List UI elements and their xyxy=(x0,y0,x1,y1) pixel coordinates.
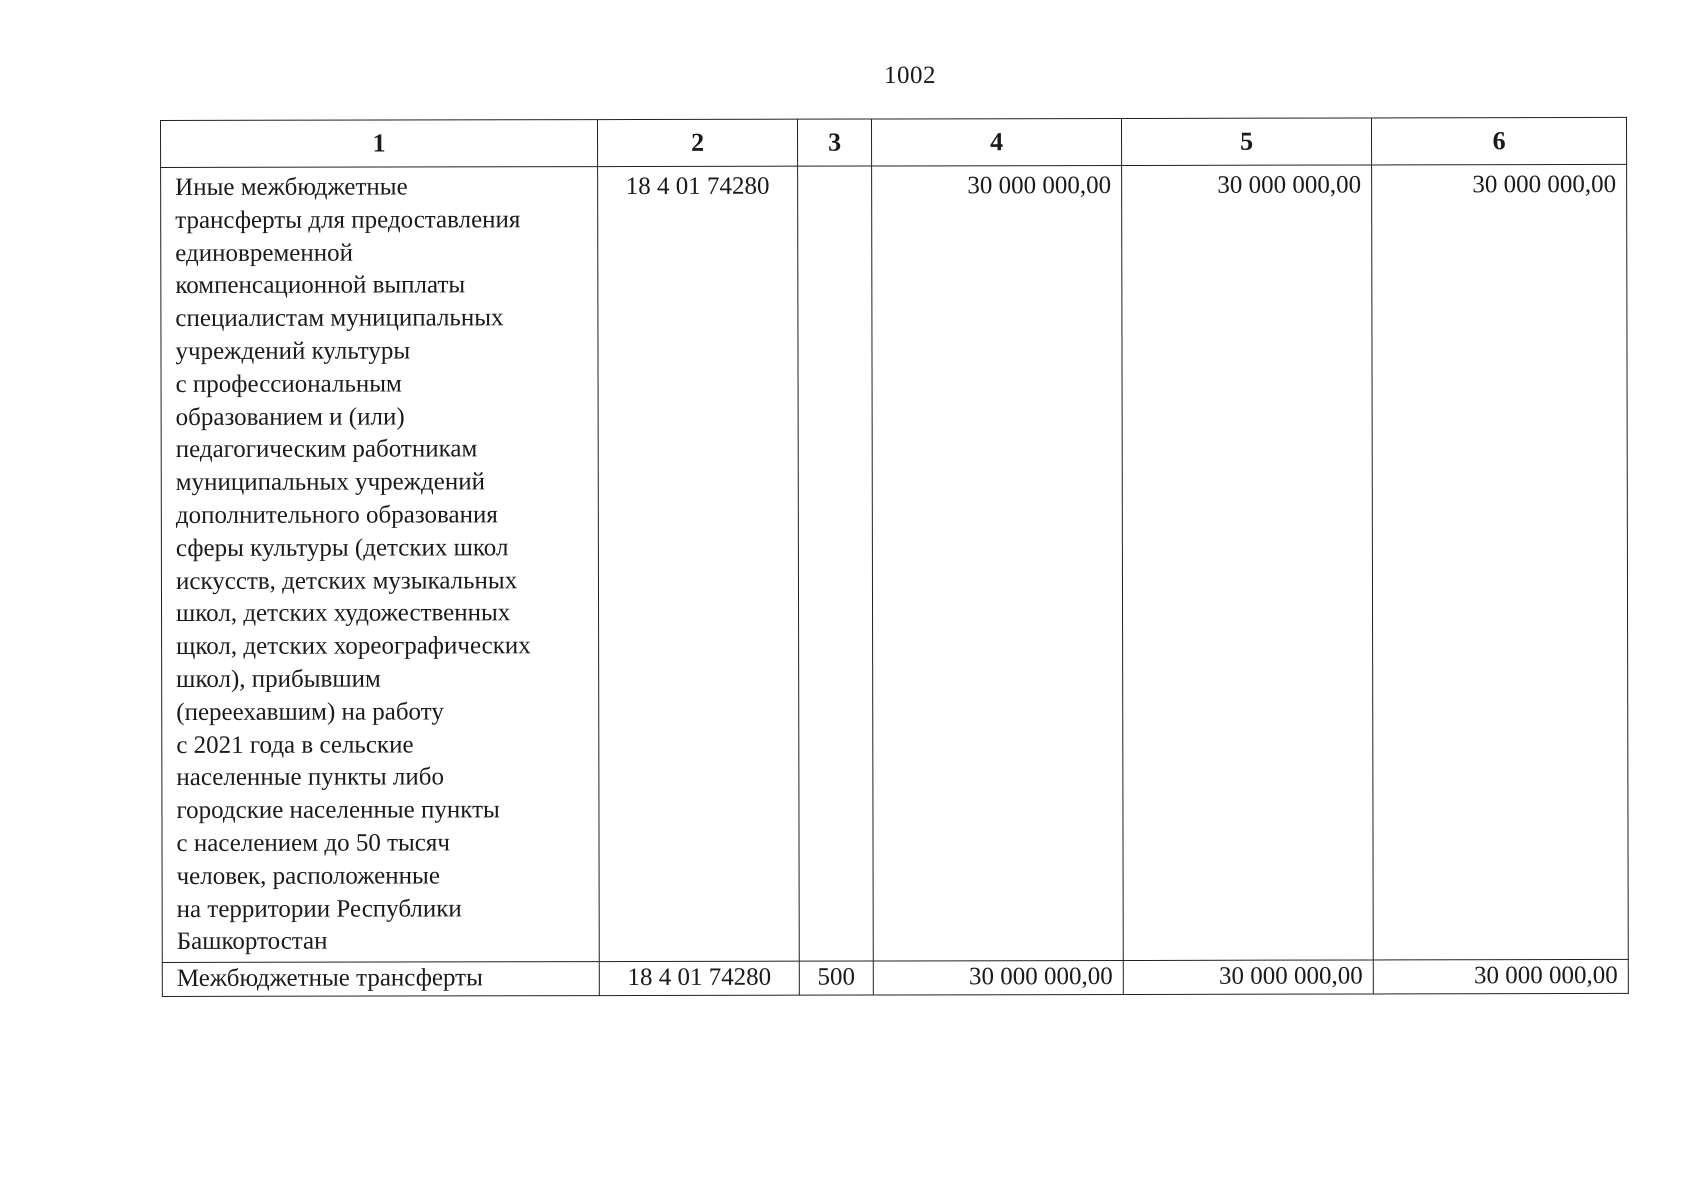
description-line: школ, детских художественных xyxy=(176,599,511,628)
column-header-2: 2 xyxy=(598,119,798,166)
row-description: Межбюджетные трансферты xyxy=(162,962,599,997)
column-header-5: 5 xyxy=(1121,118,1371,166)
amount-column-5: 30 000 000,00 xyxy=(1122,165,1374,961)
description-line: населенные пункты либо xyxy=(176,763,444,792)
amount-column-6: 30 000 000,00 xyxy=(1373,959,1628,994)
page-number: 1002 xyxy=(884,62,936,89)
description-line: единовременной xyxy=(175,239,354,267)
description-line: сферы культуры (детских школ xyxy=(175,534,509,562)
description-line: городские населенные пункты xyxy=(176,796,500,825)
budget-code: 18 4 01 74280 xyxy=(599,961,799,995)
expense-type-code xyxy=(798,166,874,961)
table-row xyxy=(162,959,1628,996)
description-line: на территории Республики xyxy=(176,894,462,923)
description-line: учреждений культуры xyxy=(175,337,411,365)
description-line: дополнительного образования xyxy=(175,501,498,529)
description-line: с профессиональным xyxy=(175,370,402,398)
budget-code: 18 4 01 74280 xyxy=(598,166,800,961)
amount-column-6: 30 000 000,00 xyxy=(1372,164,1629,960)
description-line: с населением до 50 тысяч xyxy=(176,829,450,857)
amount-column-5: 30 000 000,00 xyxy=(1123,960,1373,995)
expense-type-code: 500 xyxy=(799,961,873,995)
budget-table xyxy=(160,117,1629,997)
column-header-1: 1 xyxy=(161,120,598,168)
description-line: образованием и (или) xyxy=(175,403,405,431)
table-row xyxy=(161,164,1629,962)
description-line: Иные межбюджетные xyxy=(175,173,408,201)
description-line: муниципальных учреждений xyxy=(175,468,486,497)
description-line: искусств, детских музыкальных xyxy=(175,566,518,595)
description-line: щкол, детских хореографических xyxy=(176,632,531,661)
row-description xyxy=(161,167,600,963)
description-line: компенсационной выплаты xyxy=(175,271,466,300)
column-header-3: 3 xyxy=(797,119,871,166)
amount-column-4: 30 000 000,00 xyxy=(872,165,1124,961)
column-header-4: 4 xyxy=(871,118,1121,166)
description-line: трансферты для предоставления xyxy=(175,206,521,234)
description-line: с 2021 года в сельские xyxy=(176,731,414,759)
amount-column-4: 30 000 000,00 xyxy=(873,960,1123,995)
description-line: человек, расположенные xyxy=(176,862,440,890)
description-line: специалистам муниципальных xyxy=(175,304,504,333)
description-line: (переехавшим) на работу xyxy=(176,698,444,726)
description-line: школ), прибывшим xyxy=(176,665,381,693)
column-header-6: 6 xyxy=(1371,117,1626,165)
description-line: Башкортостан xyxy=(176,927,328,956)
description-line: педагогическим работникам xyxy=(175,435,478,464)
table-header-row xyxy=(161,117,1627,167)
